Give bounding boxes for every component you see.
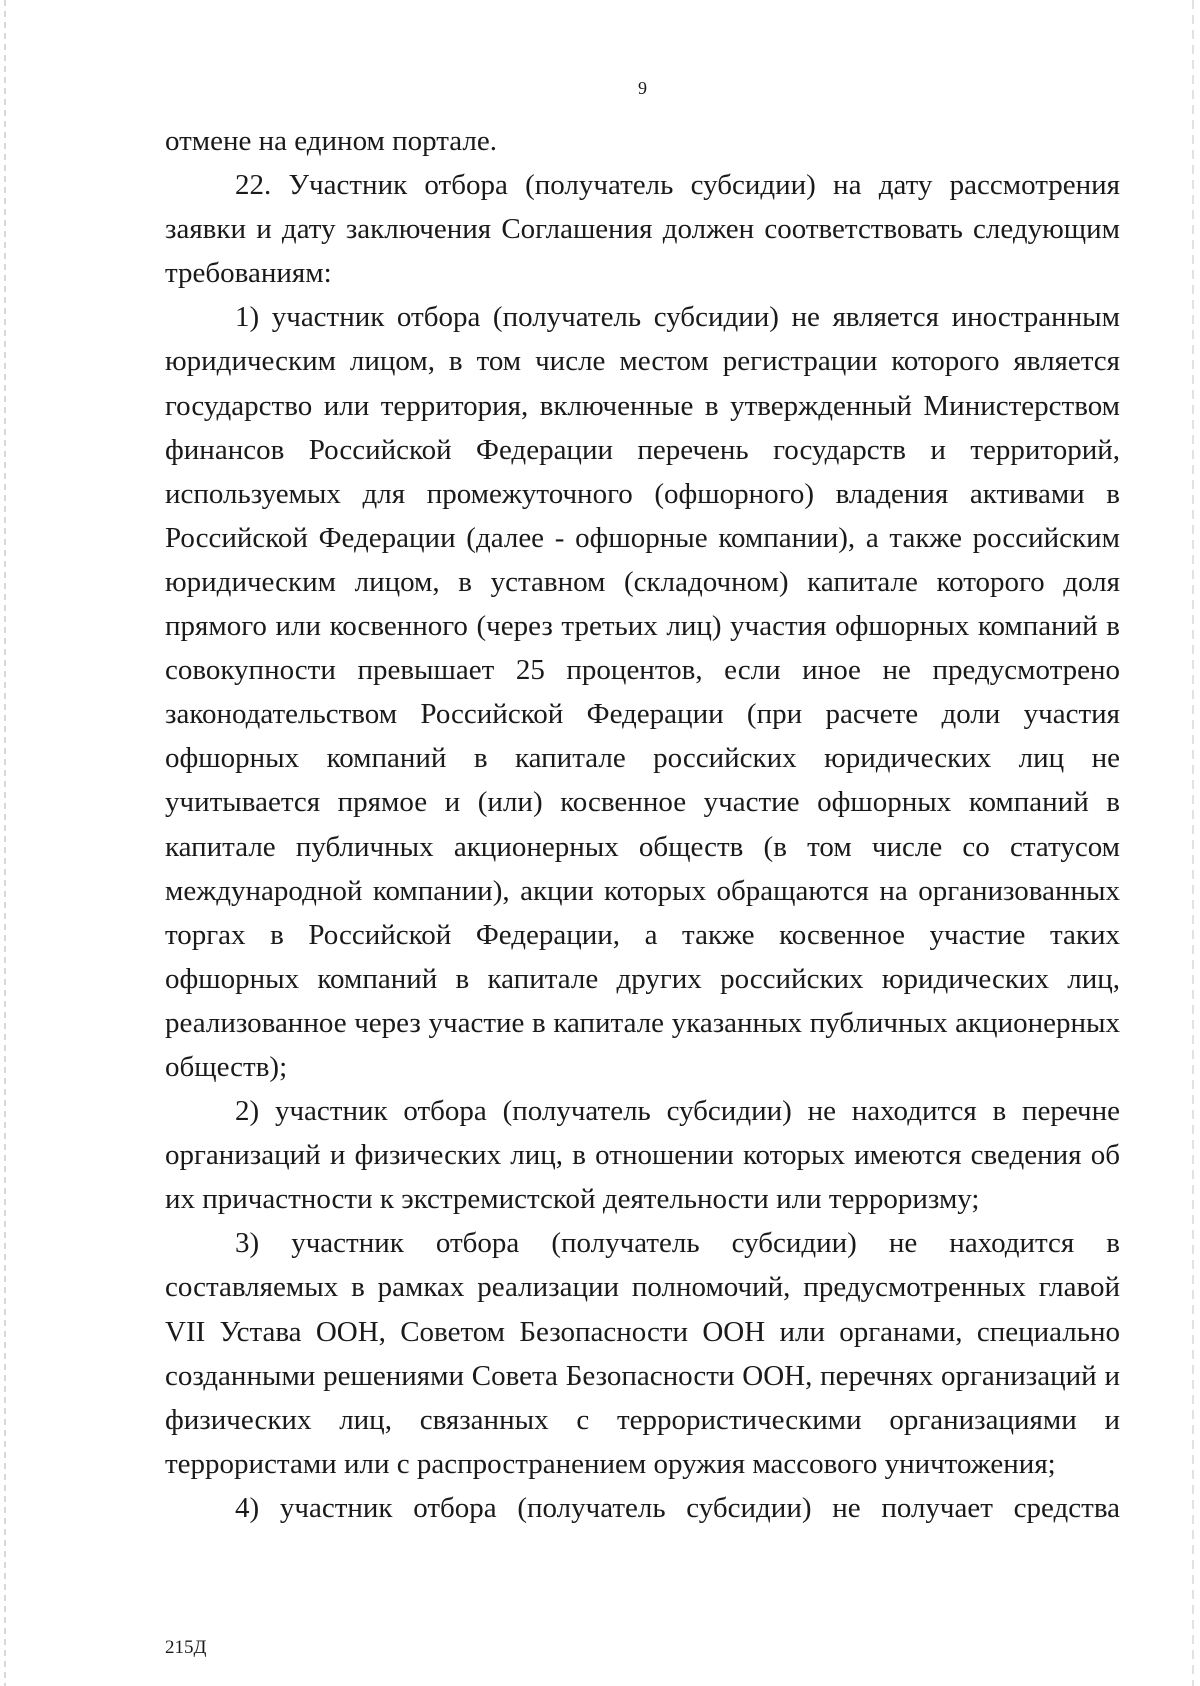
footer-document-code: 215Д	[165, 1637, 207, 1658]
page-number: 9	[638, 78, 647, 98]
paragraph-item-22: 22. Участник отбора (получатель субсидии) на дату рассмотрения заявки и дату заключения Соглашения должен соответствовать следующим требованиям:	[165, 169, 1120, 290]
paragraph-continuation: отмене на едином портале.	[165, 125, 498, 157]
scan-edge-right	[1192, 0, 1194, 1686]
document-body	[165, 119, 1120, 1530]
paragraph-subitem-1: 1) участник отбора (получатель субсидии) не является иностранным юридическим лицом, в том числе местом регистрации которого является государство или территория, включенные в утвержденный Министерством финансов Российской Федерации перечень государств и территорий, используемых для промежуточного (офшорного) владения активами в Российской Федерации (далее - офшорные компании), а также российским юридическим лицом, в уставном (складочном) капитале которого доля прямого или косвенного (через третьих лиц) участия офшорных компаний в совокупности превышает 25 процентов, если иное не предусмотрено законодательством Российской Федерации (при расчете доли участия офшорных компаний в капитале российских юридических лиц не учитывается прямое и (или) косвенное участие офшорных компаний в капитале публичных акционерных обществ (в том числе со статусом международной компании), акции которых обращаются на организованных торгах в Российской Федерации, а также косвенное участие таких офшорных компаний в капитале других российских юридических лиц, реализованное через участие в капитале указанных публичных акционерных обществ);	[165, 301, 1120, 1083]
scan-edge-left	[4, 0, 6, 1686]
paragraph-subitem-3: 3) участник отбора (получатель субсидии) не находится в составляемых в рамках реализации полномочий, предусмотренных главой VII Устава ООН, Советом Безопасности ООН или органами, специально созданными решениями Совета Безопасности ООН, перечнях организаций и физических лиц, связанных с террористическими организациями и террористами или с распространением оружия массового уничтожения;	[165, 1227, 1120, 1480]
paragraph-subitem-4: 4) участник отбора (получатель субсидии) не получает средства	[235, 1491, 1120, 1524]
paragraph-subitem-2: 2) участник отбора (получатель субсидии) не находится в перечне организаций и физических лиц, в отношении которых имеются сведения об их причастности к экстремистской деятельности или терроризму;	[165, 1095, 1120, 1216]
